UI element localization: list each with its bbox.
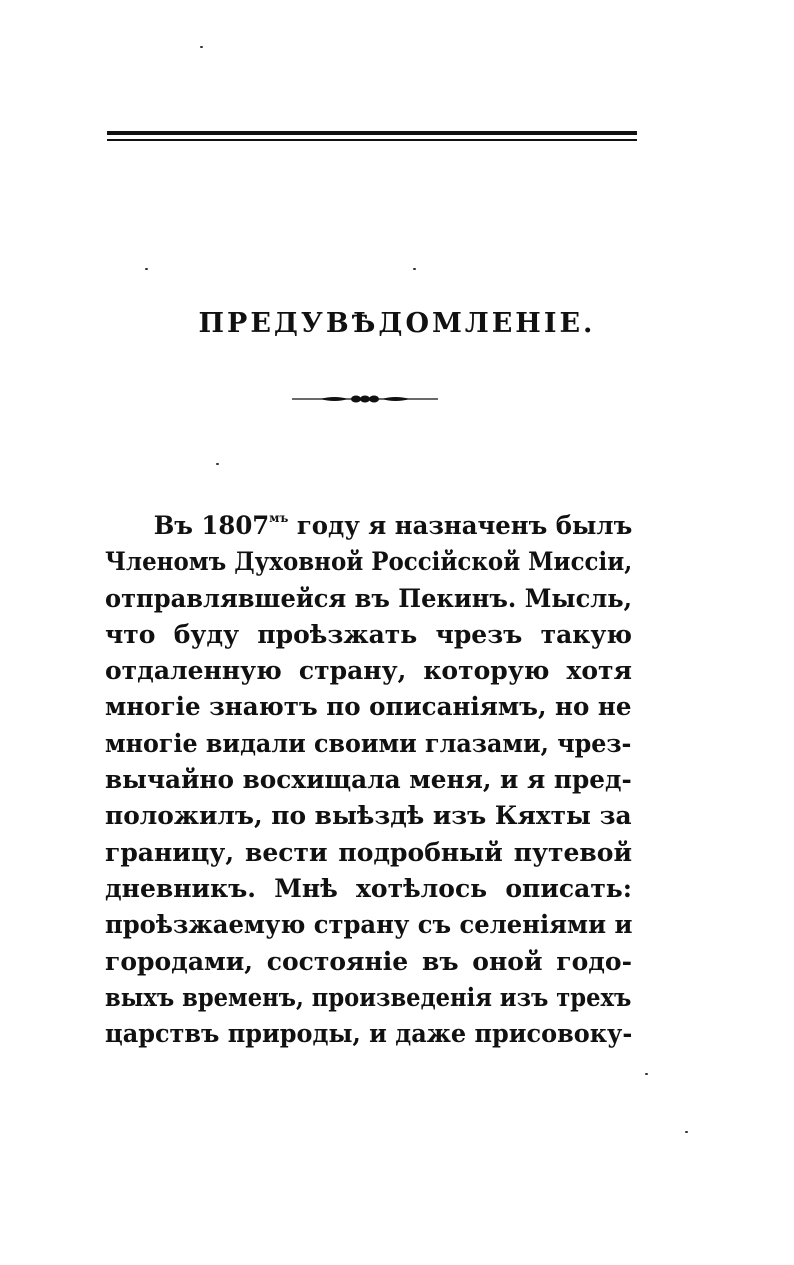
scan-speck — [145, 268, 148, 270]
text-line: что буду проѣзжать чрезъ такую — [105, 619, 632, 649]
text-line: многіе знаютъ по описаніямъ, но не — [105, 692, 632, 722]
text-line: царствъ природы, и даже присовоку- — [105, 1019, 633, 1049]
body-paragraph — [105, 508, 632, 1052]
text-line: отправлявшейся въ Пекинъ. Мысль, — [105, 583, 633, 613]
text-line: отдаленную страну, которую хотя — [105, 656, 632, 686]
text-line: дневникъ. Мнѣ хотѣлось описать: — [105, 873, 632, 903]
scan-speck — [645, 1073, 648, 1075]
scan-speck — [685, 1131, 688, 1133]
rule-thick-line — [107, 131, 637, 135]
text-line: проѣзжаемую страну съ селеніями и — [105, 910, 633, 940]
header-double-rule — [107, 131, 637, 143]
ornament-divider-icon — [290, 391, 440, 407]
scan-speck — [216, 463, 219, 465]
text-line: Въ $1807^{мъ}$ году я назначенъ былъ — [153, 511, 633, 540]
scan-speck — [200, 46, 203, 48]
superscript-ending: мъ — [269, 511, 289, 525]
text-line: выхъ временъ, произведенія изъ трехъ — [105, 982, 632, 1012]
text-line: положилъ, по выѣздѣ изъ Кяхты за — [105, 801, 632, 831]
text-line: Членомъ Духовной Россійской Миссіи, — [105, 547, 633, 577]
scan-speck — [413, 268, 416, 270]
text-line: границу, вести подробный путевой — [105, 837, 632, 867]
section-title: ПРЕДУВѢДОМЛЕНІЕ. — [198, 308, 596, 339]
text-line: городами, состояніе въ оной годо- — [105, 946, 632, 976]
text-line: многіе видали своими глазами, чрез- — [105, 728, 632, 758]
rule-thin-line — [107, 139, 637, 141]
text-line: вычайно восхищала меня, и я пред- — [105, 765, 632, 795]
